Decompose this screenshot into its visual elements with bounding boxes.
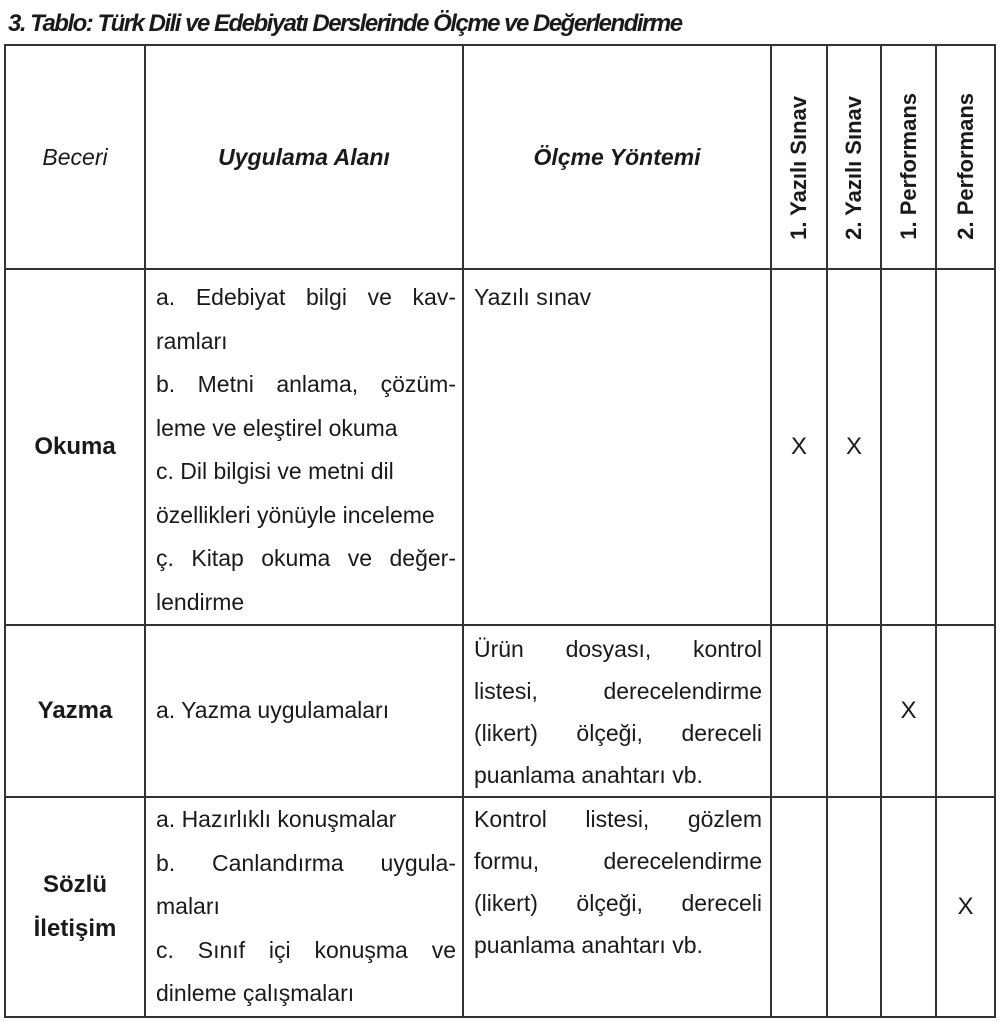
mark-yazili-2: X [827, 269, 881, 625]
skill-cell: Yazma [5, 625, 145, 797]
mark-performans-1 [881, 797, 936, 1017]
mark-performans-1 [881, 269, 936, 625]
header-performans-1 [881, 45, 936, 269]
olcme-line: Yazılı sınav [474, 284, 592, 310]
uygulama-line: a. Hazırlıklı konuşmalar [156, 806, 397, 832]
uygulama-line: b. Metni anlama, çözüm- [156, 371, 456, 397]
mark-performans-2: X [936, 797, 995, 1017]
header-row [5, 45, 995, 269]
header-performans-2 [936, 45, 995, 269]
skill-line: İletişim [33, 914, 117, 942]
uygulama-line: ramları [156, 327, 228, 354]
mark-performans-2 [936, 625, 995, 797]
mark-yazili-2 [827, 797, 881, 1017]
skill-cell [5, 797, 145, 1017]
uygulama-cell [145, 797, 463, 1017]
uygulama-line: maları [156, 893, 220, 919]
olcme-cell [463, 797, 771, 1017]
olcme-cell [463, 269, 771, 625]
olcme-line: (likert) ölçeği, dereceli [474, 890, 762, 916]
header-yazili-1-label: 1. Yazılı Sınav [786, 96, 811, 240]
uygulama-line: c. Dil bilgisi ve metni dil [156, 458, 394, 484]
header-yazili-1 [771, 45, 827, 269]
assessment-table [4, 44, 996, 1018]
mark-yazili-1 [771, 625, 827, 797]
uygulama-cell [145, 625, 463, 797]
mark-yazili-1: X [771, 269, 827, 625]
header-performans-1-label: 1. Performans [895, 93, 921, 240]
header-beceri: Beceri [5, 45, 145, 269]
header-olcme: Ölçme Yöntemi [463, 45, 771, 269]
olcme-cell [463, 625, 771, 797]
table-row-sozlu-iletisim [5, 797, 995, 1017]
olcme-line: Ürün dosyası, kontrol [474, 636, 762, 662]
uygulama-line: leme ve eleştirel okuma [156, 414, 398, 441]
mark-performans-2 [936, 269, 995, 625]
mark-yazili-2 [827, 625, 881, 797]
uygulama-line: ç. Kitap okuma ve değer- [156, 545, 456, 571]
header-yazili-2-label: 2. Yazılı Sınav [841, 96, 866, 240]
uygulama-line: a. Yazma uygulamaları [156, 697, 390, 724]
mark-yazili-1 [771, 797, 827, 1017]
uygulama-line: dinleme çalışmaları [156, 980, 355, 1006]
olcme-line: listesi, derecelendirme [474, 678, 762, 704]
header-uygulama: Uygulama Alanı [145, 45, 463, 269]
uygulama-cell [145, 269, 463, 625]
table-title: 3. Tablo: Türk Dili ve Edebiyatı Derslerinde Ölçme ve Değerlendirme [8, 10, 682, 37]
header-yazili-2 [827, 45, 881, 269]
uygulama-line: a. Edebiyat bilgi ve kav- [156, 284, 456, 310]
header-performans-2-label: 2. Performans [952, 93, 978, 240]
skill-cell: Okuma [5, 269, 145, 625]
olcme-line: Kontrol listesi, gözlem [474, 806, 762, 832]
uygulama-line: özellikleri yönüyle inceleme [156, 501, 435, 528]
uygulama-line: lendirme [156, 588, 245, 615]
table-row-yazma [5, 625, 995, 797]
olcme-line: puanlama anahtarı vb. [474, 762, 703, 788]
skill-line: Sözlü [43, 870, 107, 898]
olcme-line: puanlama anahtarı vb. [474, 932, 703, 958]
mark-performans-1: X [881, 625, 936, 797]
olcme-line: (likert) ölçeği, dereceli [474, 720, 762, 746]
olcme-line: formu, derecelendirme [474, 848, 762, 874]
table-row-okuma [5, 269, 995, 625]
uygulama-line: c. Sınıf içi konuşma ve [156, 936, 456, 963]
uygulama-line: b. Canlandırma uygula- [156, 849, 456, 876]
